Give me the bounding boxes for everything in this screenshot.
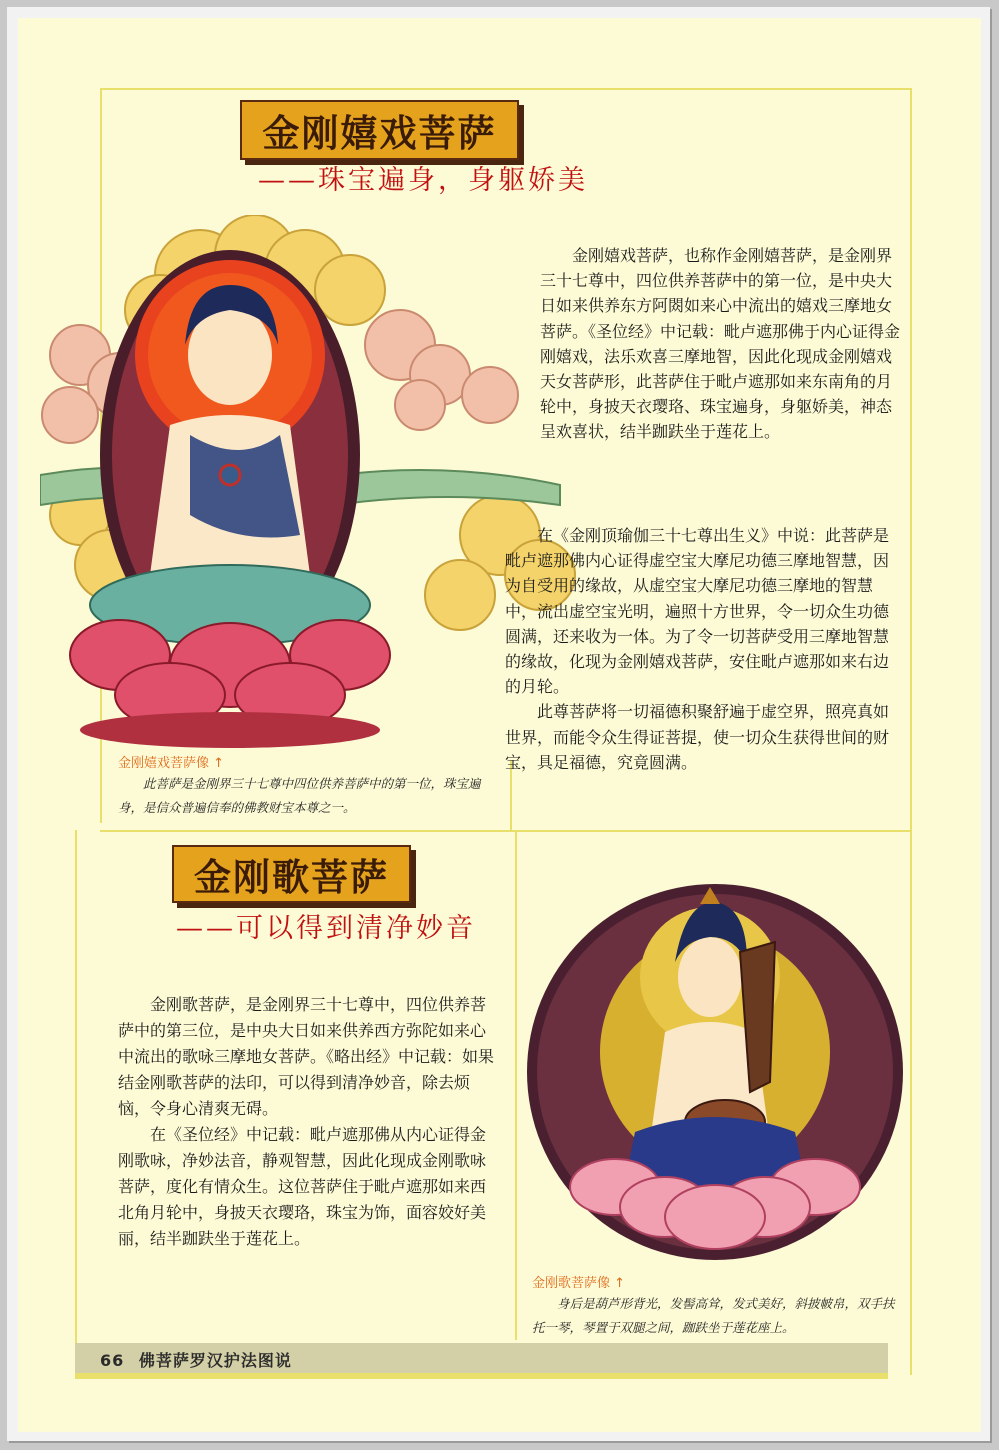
section1-caption-title: 金刚嬉戏菩萨像 ↑: [118, 756, 225, 771]
footer-strip: [75, 1373, 888, 1379]
section2-subtitle: ——可以得到清净妙音: [176, 913, 476, 944]
top-rule: [100, 88, 910, 90]
section1-body-cont: [505, 523, 900, 775]
section1-title-box: [240, 100, 519, 160]
section2-title: 金刚歌菩萨: [194, 855, 389, 899]
footer-label: [100, 1348, 292, 1371]
page-number: 66: [100, 1351, 125, 1370]
book-title: 佛菩萨罗汉护法图说: [138, 1351, 292, 1370]
section1-paragraph-2: 在《金刚顶瑜伽三十七尊出生义》中说：此菩萨是毗卢遮那佛内心证得虚空宝大摩尼功德三摩地智慧，因为自受用的缘故，从虚空宝大摩尼功德三摩地的智慧中，流出虚空宝光明，遍照十方世界，令一切众生功德圆满，还来收为一体。为了令一切菩萨受用三摩地智慧的缘故，化现为金刚嬉戏菩萨，安住毗卢遮那如来右边的月轮。: [505, 526, 890, 697]
bodhisattva-song-illustration: [525, 882, 905, 1262]
right-rule-bottom: [910, 830, 912, 1375]
section2-caption-title: 金刚歌菩萨像 ↑: [532, 1276, 626, 1291]
section1-paragraph-1: 金刚嬉戏菩萨，也称作金刚嬉菩萨，是金刚界三十七尊中，四位供养菩萨中的第一位，是中央大日如来供养东方阿閦如来心中流出的嬉戏三摩地女菩萨。《圣位经》中记载：毗卢遮那佛于内心证得金刚嬉戏，法乐欢喜三摩地智，因此化现成金刚嬉戏天女菩萨形，此菩萨住于毗卢遮那如来东南角的月轮中，身披天衣璎珞、珠宝遍身，身躯娇美，神态呈欢喜状，结半跏趺坐于莲花上。: [540, 246, 901, 442]
left-rule-bottom: [75, 830, 77, 1375]
right-rule-top: [910, 88, 912, 830]
bottom-column-divider: [515, 830, 517, 1340]
section1-title: 金刚嬉戏菩萨: [262, 111, 497, 155]
middle-rule: [100, 830, 912, 832]
section2-paragraph-1: 金刚歌菩萨，是金刚界三十七尊中，四位供养菩萨中的第三位，是中央大日如来供养西方弥陀如来心中流出的歌咏三摩地女菩萨。《略出经》中记载：如果结金刚歌菩萨的法印，可以得到清净妙音，除去烦恼，令身心清爽无碍。: [118, 995, 495, 1118]
section1-caption-text: 此菩萨是金刚界三十七尊中四位供养菩萨中的第一位，珠宝遍身，是信众普遍信奉的佛教财宝本尊之一。: [118, 776, 481, 815]
section2-title-box: [172, 845, 411, 903]
section2-body: [118, 992, 498, 1252]
section2-caption-text: 身后是葫芦形背光，发髻高耸，发式美好，斜披帔帛，双手扶托一琴，琴置于双腿之间，跏趺坐于莲花座上。: [532, 1296, 895, 1335]
section1-subtitle: ——珠宝遍身，身躯娇美: [258, 165, 588, 196]
section1-paragraph-3: 此尊菩萨将一切福德积聚舒遍于虚空界，照亮真如世界，而能令众生得证菩提，使一切众生获得世间的财宝，具足福德，究竟圆满。: [505, 702, 890, 772]
section2-paragraph-2: 在《圣位经》中记载：毗卢遮那佛从内心证得金刚歌咏，净妙法音，静观智慧，因此化现成金刚歌咏菩萨，度化有情众生。这位菩萨住于毗卢遮那如来西北角月轮中，身披天衣璎珞，珠宝为饰，面容姣好美丽，结半跏趺坐于莲花上。: [118, 1125, 487, 1248]
section1-body: [540, 243, 900, 445]
